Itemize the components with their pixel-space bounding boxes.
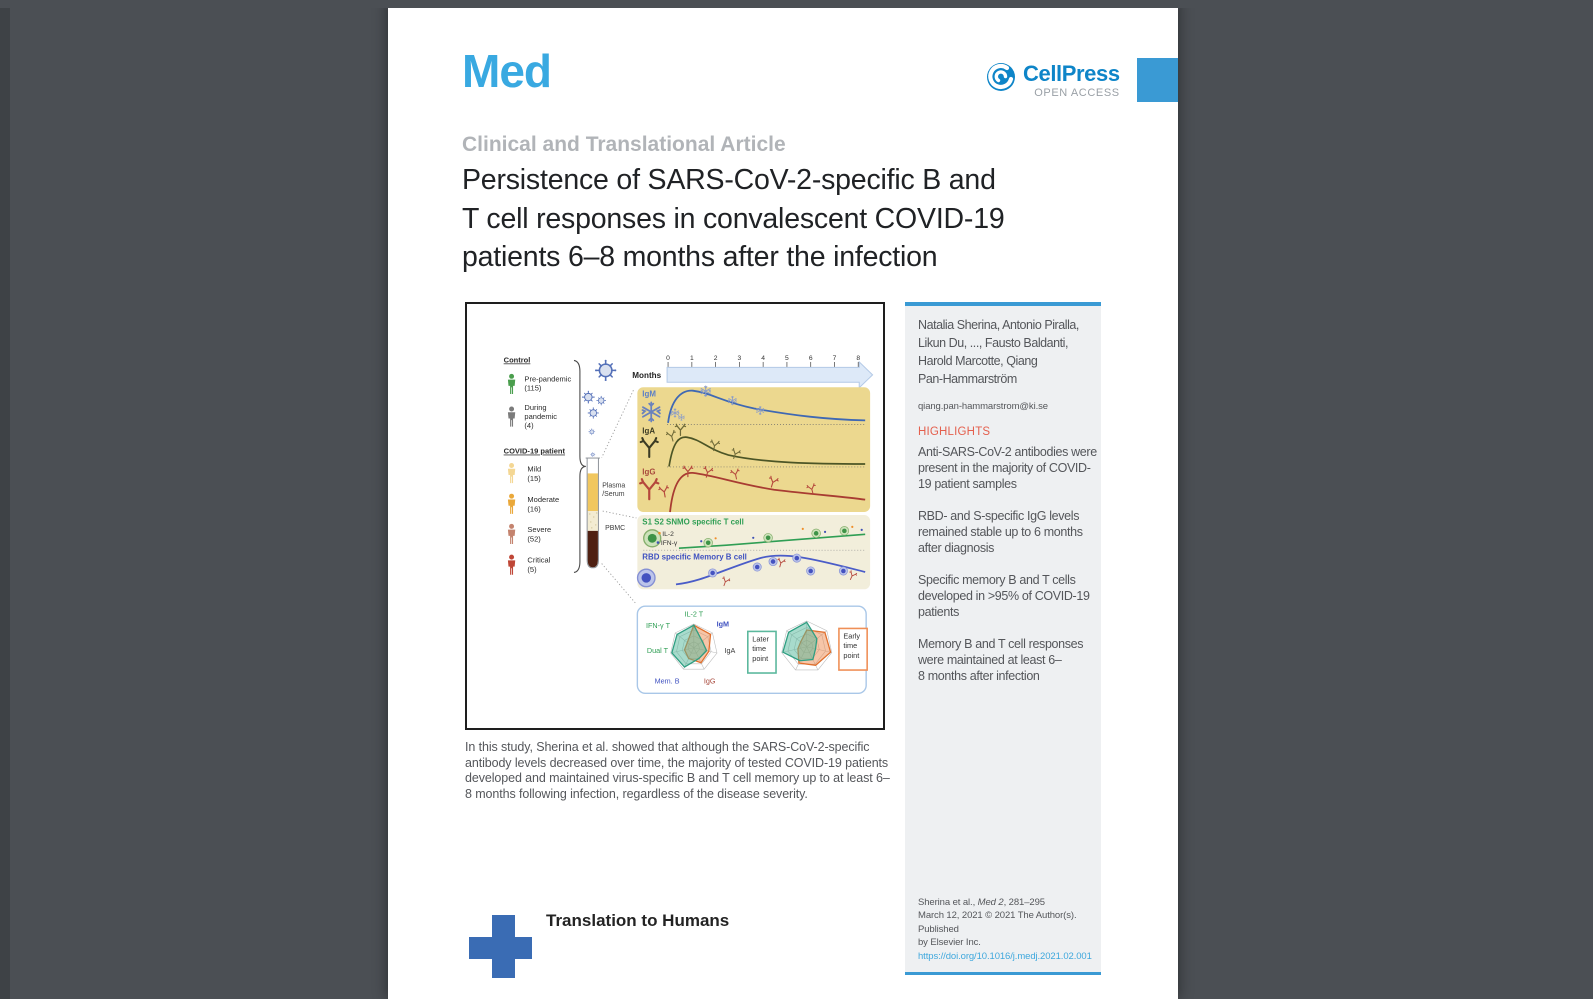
author-line: Natalia Sherina, Antonio Piralla, — [918, 318, 1079, 332]
figure-caption — [465, 740, 890, 802]
serum-label: /Serum — [602, 491, 625, 499]
highlight-line: present in the majority of COVID- — [918, 461, 1091, 475]
later-line: time — [752, 644, 767, 654]
igm-label: IgM — [642, 389, 656, 399]
month-tick: 6 — [808, 354, 813, 362]
highlight-item — [918, 636, 1088, 684]
group-label: During — [524, 402, 547, 413]
bcell-icon-large — [638, 569, 655, 586]
month-tick: 7 — [832, 354, 837, 362]
months-axis — [632, 355, 872, 388]
cellpress-wordmark: CellPress — [1023, 61, 1120, 86]
journal-logo: Med — [462, 45, 551, 97]
highlight-line: patients — [918, 605, 959, 619]
radar-axis-igg: IgG — [703, 676, 716, 686]
bcell-title: RBD specific Memory B cell — [642, 552, 747, 562]
citation-journal: Med 2 — [977, 896, 1004, 908]
group-count: (5) — [527, 564, 537, 574]
corresponding-email[interactable]: qiang.pan-hammarstrom@ki.se — [918, 401, 1048, 412]
radar-panel — [637, 606, 867, 693]
author-list — [918, 316, 1088, 388]
later-line: point — [752, 654, 769, 664]
graphical-abstract-figure — [465, 302, 885, 730]
group-count: (115) — [524, 383, 542, 393]
radar-axis-dualt: Dual T — [646, 646, 669, 656]
highlight-line: RBD- and S-specific IgG levels — [918, 509, 1080, 523]
pbmc-label: PBMC — [605, 524, 626, 532]
highlight-item — [918, 444, 1097, 492]
article-type-label: Clinical and Translational Article — [462, 133, 786, 156]
person-icon-during-pandemic — [508, 407, 515, 427]
group-label: Critical — [527, 555, 551, 565]
open-access-label: OPEN ACCESS — [1034, 87, 1120, 99]
legend-brace — [574, 360, 586, 572]
highlight-line: Anti-SARS-CoV-2 antibodies were — [918, 445, 1097, 459]
citation-block — [918, 896, 1101, 964]
month-tick: 4 — [761, 354, 766, 362]
group-count: (4) — [524, 420, 534, 430]
igg-label: IgG — [642, 467, 656, 477]
early-line: time — [843, 641, 858, 651]
il2-dot — [658, 532, 661, 535]
tcell-title: S1 S2 SNMO specific T cell — [642, 517, 744, 527]
early-line: Early — [843, 631, 861, 641]
viewer-left-edge — [0, 0, 10, 999]
group-count: (16) — [527, 504, 541, 514]
highlight-line: Memory B and T cell responses — [918, 637, 1084, 651]
virus-icons — [582, 360, 616, 457]
ifng-label: IFN-γ — [660, 540, 678, 548]
author-line: Likun Du, ..., Fausto Baldanti, — [918, 336, 1069, 350]
viewer-top-edge — [0, 0, 1593, 8]
month-tick: 5 — [785, 354, 789, 362]
highlight-line: developed in >95% of COVID-19 — [918, 589, 1090, 603]
group-label: Mild — [527, 464, 542, 474]
radar-axis-ifngt: IFN-γ T — [645, 620, 671, 630]
early-line: point — [843, 651, 860, 661]
tcell-icon-large — [644, 530, 661, 547]
article-page — [388, 0, 1178, 999]
month-tick: 3 — [737, 354, 742, 362]
later-line: Later — [752, 634, 769, 644]
title-line: Persistence of SARS-CoV-2-specific B and — [462, 164, 996, 196]
group-count: (15) — [527, 473, 541, 483]
radar-axis-igm: IgM — [716, 619, 730, 629]
control-heading: Control — [503, 355, 531, 365]
highlight-item — [918, 508, 1088, 556]
translation-tagline: Translation to Humans — [546, 911, 730, 930]
cell-panel — [637, 515, 870, 589]
group-label: Severe — [527, 524, 552, 534]
group-label: pandemic — [524, 411, 558, 421]
person-icon-severe — [508, 524, 515, 544]
covid-heading: COVID-19 patient — [503, 446, 566, 456]
caption-line: developed and maintained virus-specific B and T cell memory up to at least 6– — [465, 771, 890, 785]
blood-tube — [586, 458, 626, 568]
month-tick: 1 — [689, 354, 694, 362]
highlights-heading: HIGHLIGHTS — [918, 426, 991, 438]
citation-pages: , 281–295 — [1003, 896, 1045, 908]
highlight-line: 8 months after infection — [918, 669, 1040, 683]
citation-line3: by Elsevier Inc. — [918, 937, 981, 948]
person-icon-critical — [508, 555, 515, 575]
month-tick: 0 — [666, 354, 670, 362]
iga-label: IgA — [642, 426, 656, 436]
caption-line: 8 months following infection, regardless of the disease severity. — [465, 786, 808, 801]
group-label: Moderate — [527, 495, 560, 505]
doi-link[interactable]: https://doi.org/10.1016/j.medj.2021.02.001 — [918, 950, 1092, 962]
translation-cross-logo — [469, 937, 532, 959]
cohort-legend — [504, 355, 586, 574]
person-icon-mild — [508, 463, 515, 483]
highlight-line: 19 patient samples — [918, 477, 1017, 491]
citation-line1 — [918, 896, 1101, 910]
antibody-panel — [637, 386, 870, 512]
person-icon-moderate — [508, 494, 515, 514]
caption-line: antibody levels decreased over time, the majority of tested COVID-19 patients — [465, 755, 889, 770]
person-icon-prepandemic — [508, 374, 515, 394]
cellpress-swirl-icon — [986, 62, 1016, 97]
group-count: (52) — [527, 534, 541, 544]
caption-line: In this study, Sherina et al. showed that although the SARS-CoV-2-specific — [465, 740, 870, 754]
plasma-label: Plasma — [602, 482, 626, 490]
month-tick: 8 — [856, 354, 861, 362]
cellpress-logo — [986, 62, 1120, 99]
author-line: Harold Marcotte, Qiang — [918, 354, 1038, 368]
author-line: Pan-Hammarström — [918, 372, 1017, 386]
radar-axis-memb: Mem. B — [654, 676, 680, 686]
ifng-dot — [657, 541, 660, 544]
article-info-sidebar — [905, 302, 1101, 975]
citation-authors: Sherina et al., — [918, 896, 978, 908]
months-label: Months — [632, 370, 662, 380]
highlight-line: were maintained at least 6– — [918, 653, 1062, 667]
highlight-line: after diagnosis — [918, 541, 995, 555]
highlight-line: Specific memory B and T cells — [918, 573, 1076, 587]
il2-label: IL-2 — [662, 530, 674, 538]
highlight-item — [918, 572, 1088, 620]
radar-axis-iga: IgA — [724, 646, 736, 656]
article-title — [462, 161, 1005, 277]
highlight-line: remained stable up to 6 months — [918, 525, 1083, 539]
title-line: patients 6–8 months after the infection — [462, 241, 938, 273]
group-label: Pre-pandemic — [524, 374, 572, 384]
radar-axis-il2t: IL-2 T — [684, 609, 704, 619]
citation-line2: March 12, 2021 © 2021 The Author(s). Published — [918, 910, 1077, 935]
month-tick: 2 — [713, 354, 718, 362]
title-line: T cell responses in convalescent COVID-19 — [462, 202, 1005, 235]
corner-accent-square — [1137, 58, 1178, 102]
